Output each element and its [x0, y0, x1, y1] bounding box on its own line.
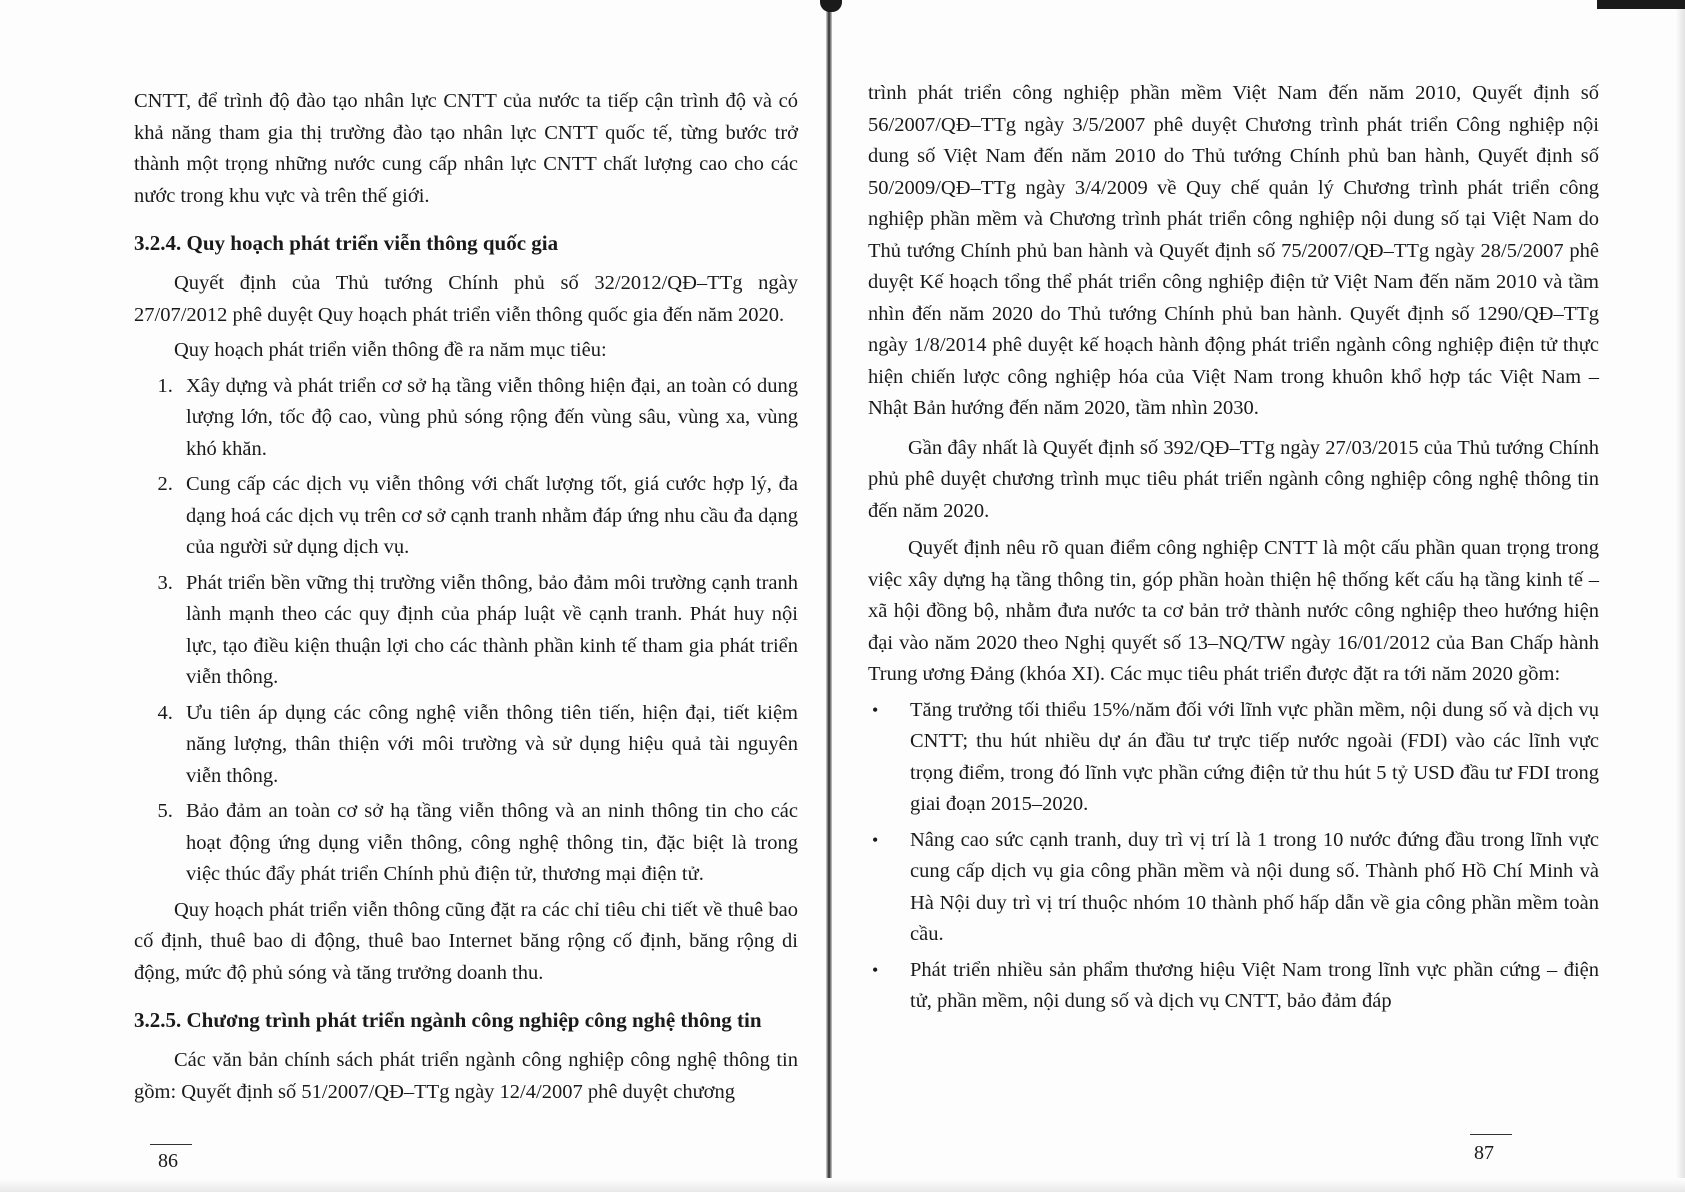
recent-decision-paragraph: Gần đây nhất là Quyết định số 392/QĐ–TTg ngày 27/03/2015 của Thủ tướng Chính phủ phê duyệt chương trình mục tiêu phát triển ngành công nghiệp công nghệ thông tin đến năm 2020.	[868, 436, 1599, 522]
goal-item-4: 4. Ưu tiên áp dụng các công nghệ viễn thông tiên tiến, hiện đại, tiết kiệm năng lượng, thân thiện với môi trường và sử dụng hiệu quả tài nguyên viễn thông.	[178, 698, 798, 793]
scan-edge-right	[1675, 9, 1685, 1192]
goal-item-5: 5. Bảo đảm an toàn cơ sở hạ tầng viễn thông và an ninh thông tin cho các hoạt động ứng dụng viễn thông, công nghệ thông tin, đặc biệt là trong việc thúc đẩy phát triển Chính phủ điện tử, thương mại điện tử.	[178, 796, 798, 891]
section-heading-3-2-4: 3.2.4. Quy hoạch phát triển viễn thông quốc gia	[134, 231, 559, 255]
decision-paragraph: Quyết định của Thủ tướng Chính phủ số 32/2012/QĐ–TTg ngày 27/07/2012 phê duyệt Quy hoạch phát triển viễn thông quốc gia đến năm 2020.	[134, 272, 798, 326]
right-page	[838, 0, 1685, 1192]
left-footer-rule	[150, 1144, 192, 1145]
scan-edge-bottom	[0, 1178, 1685, 1192]
objective-item-3: • Phát triển nhiều sản phẩm thương hiệu Việt Nam trong lĩnh vực phần cứng – điện tử, phần mềm, nội dung số và dịch vụ CNTT, bảo đảm đáp	[902, 955, 1599, 1018]
goal-item-1: 1. Xây dựng và phát triển cơ sở hạ tầng viễn thông hiện đại, an toàn có dung lượng lớn, tốc độ cao, vùng phủ sóng rộng đến vùng sâu, vùng xa, vùng khó khăn.	[178, 371, 798, 466]
objective-item-1: • Tăng trưởng tối thiểu 15%/năm đối với lĩnh vực phần mềm, nội dung số và dịch vụ CNTT; thu hút nhiều dự án đầu tư trực tiếp nước ngoài (FDI) vào các lĩnh vực trọng điểm, trong đó lĩnh vực phần cứng điện tử thu hút 5 tỷ USD đầu tư FDI trong giai đoạn 2015–2020.	[902, 695, 1599, 821]
section-heading-3-2-5: 3.2.5. Chương trình phát triển ngành công nghiệp công nghệ thông tin	[134, 1008, 762, 1032]
scan-edge-top-right	[1597, 0, 1685, 9]
goals-intro-paragraph: Quy hoạch phát triển viễn thông đề ra năm mục tiêu:	[174, 339, 607, 361]
left-page	[0, 0, 838, 1192]
right-footer-rule	[1470, 1134, 1512, 1135]
objectives-list	[868, 695, 1599, 1018]
left-intro-paragraph: CNTT, để trình độ đào tạo nhân lực CNTT của nước ta tiếp cận trình độ và có khả năng tham gia thị trường đào tạo nhân lực CNTT quốc tế, từng bước trở thành một trọng những nước cung cấp nhân lực CNTT chất lượng cao cho các nước trong khu vực và trên thế giới.	[134, 90, 798, 207]
viewpoint-paragraph: Quyết định nêu rõ quan điểm công nghiệp CNTT là một cấu phần quan trọng trong việc xây dựng hạ tầng thông tin, góp phần hoàn thiện hệ thống kết cấu hạ tầng kinh tế – xã hội đồng bộ, nhằm đưa nước ta cơ bản trở thành nước công nghiệp theo hướng hiện đại vào năm 2020 theo Nghị quyết số 13–NQ/TW ngày 16/01/2012 của Ban Chấp hành Trung ương Đảng (khóa XI). Các mục tiêu phát triển được đặt ra tới năm 2020 gồm:	[868, 537, 1599, 685]
left-page-number: 86	[158, 1150, 178, 1172]
targets-paragraph: Quy hoạch phát triển viễn thông cũng đặt ra các chỉ tiêu chi tiết về thuê bao cố định, thuê bao di động, thuê bao Internet băng rộng cố định, băng rộng di động, mức độ phủ sóng và tăng trưởng doanh thu.	[134, 898, 798, 984]
right-page-number: 87	[1474, 1142, 1494, 1164]
policies-paragraph: Các văn bản chính sách phát triển ngành công nghiệp công nghệ thông tin gồm: Quyết định số 51/2007/QĐ–TTg ngày 12/4/2007 phê duyệt chương	[134, 1049, 798, 1103]
objective-item-2: • Nâng cao sức cạnh tranh, duy trì vị trí là 1 trong 10 nước đứng đầu trong lĩnh vực cung cấp dịch vụ gia công phần mềm và nội dung số. Thành phố Hồ Chí Minh và Hà Nội duy trì vị trí thuộc nhóm 10 thành phố hấp dẫn về gia công phần mềm toàn cầu.	[902, 825, 1599, 951]
goal-item-3: 3. Phát triển bền vững thị trường viễn thông, bảo đảm môi trường cạnh tranh lành mạnh theo các quy định của pháp luật về cạnh tranh. Phát huy nội lực, tạo điều kiện thuận lợi cho các thành phần kinh tế tham gia phát triển viễn thông.	[178, 568, 798, 694]
book-gutter	[826, 0, 832, 1192]
continuation-paragraph: trình phát triển công nghiệp phần mềm Việt Nam đến năm 2010, Quyết định số 56/2007/QĐ–TTg ngày 3/5/2007 phê duyệt Chương trình phát triển Công nghiệp nội dung số Việt Nam đến năm 2010 do Thủ tướng Chính phủ ban hành, Quyết định số 50/2009/QĐ–TTg ngày 3/4/2009 về Quy chế quản lý Chương trình phát triển công nghiệp phần mềm và Chương trình phát triển công nghiệp nội dung số tại Việt Nam do Thủ tướng Chính phủ ban hành và Quyết định số 75/2007/QĐ–TTg ngày 28/5/2007 phê duyệt Kế hoạch tổng thể phát triển công nghiệp điện tử Việt Nam đến năm 2010 và tầm nhìn đến năm 2020 do Thủ tướng Chính phủ ban hành. Quyết định số 1290/QĐ–TTg ngày 1/8/2014 phê duyệt kế hoạch hành động phát triển ngành công nghiệp điện tử thực hiện chiến lược công nghiệp hóa của Việt Nam trong khuôn khổ hợp tác Việt Nam – Nhật Bản hướng đến năm 2020, tầm nhìn 2030.	[868, 82, 1599, 419]
goals-list	[134, 371, 798, 891]
goal-item-2: 2. Cung cấp các dịch vụ viễn thông với chất lượng tốt, giá cước hợp lý, đa dạng hoá các dịch vụ trên cơ sở cạnh tranh nhằm đáp ứng nhu cầu đa dạng của người sử dụng dịch vụ.	[178, 469, 798, 564]
